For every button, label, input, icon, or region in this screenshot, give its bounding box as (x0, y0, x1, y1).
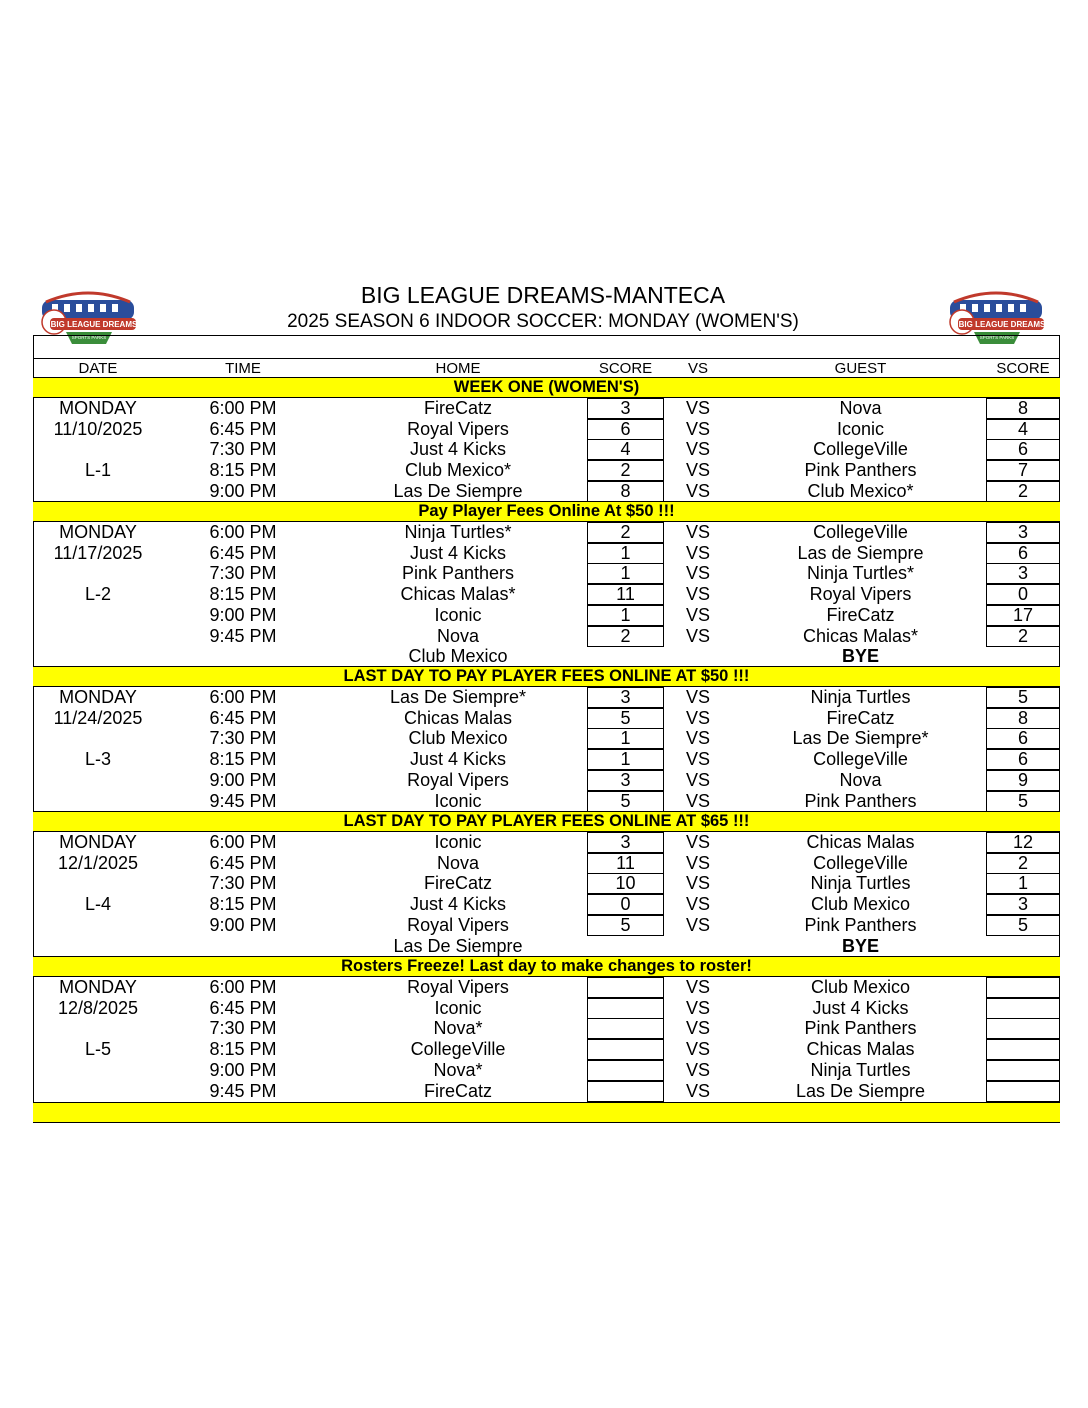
home-team: Las De Siempre* (389, 687, 527, 707)
game-time: 6:00 PM (209, 832, 277, 852)
day-label: MONDAY (59, 398, 137, 418)
vs-label: VS (685, 769, 710, 790)
guest-score-box: 8 (986, 708, 1060, 729)
game-time: 9:45 PM (209, 625, 277, 646)
home-score-box: 5 (587, 915, 664, 936)
home-score-box: 1 (587, 728, 664, 749)
home-score-box: 0 (587, 894, 664, 915)
week-band: LAST DAY TO PAY PLAYER FEES ONLINE AT $65 !!! (33, 811, 1060, 832)
column-header-row (33, 358, 1060, 378)
home-score-box: 4 (587, 439, 664, 460)
game-time: 6:00 PM (209, 687, 277, 707)
game-time: 6:45 PM (209, 997, 277, 1018)
vs-label: VS (685, 460, 710, 481)
vs-label: VS (685, 790, 710, 811)
game-row (33, 728, 1060, 749)
game-time: 6:45 PM (209, 418, 277, 439)
home-score-box: 1 (587, 543, 664, 564)
home-score-box: 6 (587, 419, 664, 440)
home-score-box (587, 1081, 664, 1102)
col-vs: VS (687, 360, 708, 377)
guest-score-box (986, 1060, 1060, 1081)
game-time: 7:30 PM (209, 1018, 277, 1039)
svg-text:SPORTS PARKS: SPORTS PARKS (71, 335, 107, 340)
vs-label: VS (685, 604, 710, 625)
vs-label: VS (685, 418, 710, 439)
guest-score-box: 1 (986, 873, 1060, 894)
guest-score-box: 3 (986, 563, 1060, 584)
game-time: 7:30 PM (209, 439, 277, 460)
vs-label: VS (685, 894, 710, 915)
home-team: Royal Vipers (407, 769, 509, 790)
guest-score-box: 2 (986, 481, 1060, 502)
game-time: 6:45 PM (209, 707, 277, 728)
home-team: Just 4 Kicks (409, 894, 507, 915)
guest-team: CollegeVille (813, 439, 908, 460)
game-time: 9:00 PM (209, 1059, 277, 1080)
home-team: Las De Siempre (393, 480, 523, 501)
game-row (33, 1060, 1060, 1081)
league-label: L-2 (84, 584, 111, 605)
guest-team: CollegeVille (813, 749, 908, 770)
guest-team: Iconic (836, 418, 885, 439)
guest-team: Ninja Turtles (810, 1059, 911, 1080)
game-row (33, 915, 1060, 936)
game-time: 9:00 PM (209, 769, 277, 790)
game-row (33, 1018, 1060, 1039)
vs-label: VS (685, 439, 710, 460)
home-team: Club Mexico (408, 728, 508, 749)
game-time: 8:15 PM (209, 894, 277, 915)
vs-label: VS (685, 749, 710, 770)
page-subtitle: 2025 SEASON 6 INDOOR SOCCER: MONDAY (WOMEN'S) (140, 311, 946, 336)
game-row (33, 853, 1060, 874)
vs-label: VS (685, 997, 710, 1018)
guest-team: CollegeVille (813, 852, 908, 873)
col-score-guest: SCORE (996, 360, 1050, 377)
vs-label: VS (685, 873, 710, 894)
col-score-home: SCORE (598, 360, 653, 377)
guest-score-box: 5 (986, 687, 1060, 708)
home-team: Iconic (434, 790, 482, 811)
bye-label: BYE (841, 646, 879, 667)
guest-team: Ninja Turtles (810, 873, 911, 894)
guest-score-box: 17 (986, 605, 1060, 626)
game-time: 8:15 PM (209, 584, 277, 605)
game-row (33, 687, 1060, 708)
date-label: 12/8/2025 (57, 997, 139, 1018)
guest-team: Las De Siempre (795, 1080, 926, 1101)
home-score-box: 2 (587, 626, 664, 647)
guest-score-box: 0 (986, 584, 1060, 605)
vs-label: VS (685, 707, 710, 728)
vs-label: VS (685, 542, 710, 563)
vs-label: VS (685, 480, 710, 501)
home-score-box: 10 (587, 873, 664, 894)
col-time: TIME (225, 360, 261, 377)
col-date: DATE (78, 360, 118, 377)
guest-score-box: 8 (986, 398, 1060, 419)
vs-label: VS (685, 398, 710, 418)
guest-team: Pink Panthers (804, 460, 917, 481)
day-label: MONDAY (59, 687, 137, 707)
guest-team: Club Mexico* (807, 480, 914, 501)
game-row (33, 873, 1060, 894)
date-label: 11/24/2025 (53, 707, 143, 728)
vs-label: VS (685, 914, 710, 935)
bye-row (33, 936, 1060, 957)
vs-label: VS (685, 687, 710, 707)
guest-score-box: 6 (986, 543, 1060, 564)
game-time: 9:00 PM (209, 480, 277, 501)
guest-score-box: 3 (986, 522, 1060, 543)
home-team: Nova (436, 625, 480, 646)
home-score-box: 2 (587, 460, 664, 481)
home-team: Pink Panthers (401, 563, 515, 584)
bye-team: Las De Siempre (393, 935, 523, 956)
home-score-box: 3 (587, 687, 664, 708)
vs-label: VS (685, 563, 710, 584)
home-score-box: 11 (587, 853, 664, 874)
home-team: Ninja Turtles* (404, 522, 512, 542)
vs-label: VS (685, 1018, 710, 1039)
vs-label: VS (685, 832, 710, 852)
week-band: WEEK ONE (WOMEN'S) (33, 377, 1060, 398)
guest-score-box: 9 (986, 770, 1060, 791)
game-time: 6:00 PM (209, 977, 277, 997)
league-label: L-5 (84, 1039, 111, 1060)
guest-score-box: 5 (986, 791, 1060, 812)
date-label: 12/1/2025 (57, 852, 139, 873)
home-team: Nova* (433, 1059, 483, 1080)
league-label: L-4 (84, 894, 111, 915)
svg-text:BIG LEAGUE DREAMS: BIG LEAGUE DREAMS (50, 320, 138, 329)
game-row (33, 1039, 1060, 1060)
home-team: FireCatz (423, 398, 492, 418)
bye-team: Club Mexico (408, 646, 508, 667)
home-team: Chicas Malas* (400, 584, 516, 605)
guest-team: Club Mexico (810, 977, 911, 997)
week-band: Rosters Freeze! Last day to make changes to roster! (33, 956, 1060, 977)
home-score-box (587, 1039, 664, 1060)
guest-team: Chicas Malas (806, 1039, 915, 1060)
home-score-box: 1 (587, 605, 664, 626)
game-time: 9:00 PM (209, 914, 277, 935)
game-row (33, 584, 1060, 605)
guest-score-box: 2 (986, 853, 1060, 874)
vs-label: VS (685, 625, 710, 646)
day-label: MONDAY (59, 522, 137, 542)
home-score-box (587, 1060, 664, 1081)
game-row (33, 1081, 1060, 1102)
game-time: 8:15 PM (209, 460, 277, 481)
home-score-box (587, 977, 664, 998)
guest-score-box: 7 (986, 460, 1060, 481)
home-score-box (587, 1018, 664, 1039)
game-row (33, 626, 1060, 647)
home-team: CollegeVille (410, 1039, 506, 1060)
home-team: Royal Vipers (407, 914, 509, 935)
home-score-box: 3 (587, 832, 664, 853)
game-row (33, 708, 1060, 729)
guest-score-box: 12 (986, 832, 1060, 853)
home-score-box: 3 (587, 770, 664, 791)
home-team: Club Mexico* (404, 460, 512, 481)
home-score-box: 5 (587, 791, 664, 812)
guest-score-box: 2 (986, 626, 1060, 647)
col-guest: GUEST (834, 360, 887, 377)
home-team: Nova (436, 852, 480, 873)
game-time: 7:30 PM (209, 873, 277, 894)
guest-team: Chicas Malas (806, 832, 915, 852)
col-home: HOME (435, 360, 481, 377)
guest-team: Pink Panthers (804, 1018, 917, 1039)
home-score-box: 1 (587, 749, 664, 770)
game-row (33, 439, 1060, 460)
game-time: 9:45 PM (209, 790, 277, 811)
guest-team: Las De Siempre* (792, 728, 929, 749)
home-team: FireCatz (423, 1080, 492, 1101)
guest-team: Nova (839, 769, 882, 790)
game-time: 9:00 PM (209, 604, 277, 625)
home-score-box (587, 998, 664, 1019)
game-row (33, 791, 1060, 812)
svg-text:SPORTS PARKS: SPORTS PARKS (979, 335, 1015, 340)
game-row (33, 522, 1060, 543)
home-team: Just 4 Kicks (409, 542, 507, 563)
home-team: Just 4 Kicks (409, 749, 507, 770)
home-team: Iconic (434, 604, 482, 625)
guest-team: FireCatz (826, 604, 895, 625)
week-band: LAST DAY TO PAY PLAYER FEES ONLINE AT $50 !!! (33, 666, 1060, 687)
vs-label: VS (685, 977, 710, 997)
game-time: 6:00 PM (209, 398, 277, 418)
date-label: 11/17/2025 (53, 542, 143, 563)
vs-label: VS (685, 584, 710, 605)
game-time: 7:30 PM (209, 728, 277, 749)
game-time: 8:15 PM (209, 1039, 277, 1060)
home-score-box: 5 (587, 708, 664, 729)
game-time: 9:45 PM (209, 1080, 277, 1101)
game-row (33, 977, 1060, 998)
bye-row (33, 646, 1060, 667)
guest-team: Pink Panthers (804, 790, 917, 811)
home-score-box: 8 (587, 481, 664, 502)
home-score-box: 3 (587, 398, 664, 419)
game-time: 6:45 PM (209, 852, 277, 873)
vs-label: VS (685, 852, 710, 873)
guest-team: FireCatz (826, 707, 895, 728)
guest-score-box (986, 1018, 1060, 1039)
vs-label: VS (685, 728, 710, 749)
home-team: Royal Vipers (407, 418, 509, 439)
league-label: L-1 (84, 460, 111, 481)
game-row (33, 563, 1060, 584)
game-row (33, 998, 1060, 1019)
vs-label: VS (685, 1080, 710, 1101)
guest-score-box: 6 (986, 439, 1060, 460)
vs-label: VS (685, 522, 710, 542)
day-label: MONDAY (59, 832, 137, 852)
day-label: MONDAY (59, 977, 137, 997)
vs-label: VS (685, 1059, 710, 1080)
game-row (33, 894, 1060, 915)
end-band (33, 1102, 1060, 1123)
home-team: Chicas Malas (403, 707, 513, 728)
guest-score-box: 5 (986, 915, 1060, 936)
home-team: Iconic (434, 997, 482, 1018)
guest-team: Pink Panthers (804, 914, 917, 935)
guest-team: Chicas Malas* (802, 625, 919, 646)
game-row (33, 419, 1060, 440)
home-score-box: 1 (587, 563, 664, 584)
date-label: 11/10/2025 (53, 418, 143, 439)
game-row (33, 481, 1060, 502)
guest-score-box (986, 998, 1060, 1019)
bye-label: BYE (841, 935, 879, 956)
home-score-box: 11 (587, 584, 664, 605)
guest-team: Royal Vipers (809, 584, 912, 605)
guest-team: Nova (839, 398, 882, 418)
game-row (33, 832, 1060, 853)
game-time: 8:15 PM (209, 749, 277, 770)
league-label: L-3 (84, 749, 111, 770)
week-band: Pay Player Fees Online At $50 !!! (33, 501, 1060, 522)
guest-team: Just 4 Kicks (812, 997, 909, 1018)
game-row (33, 749, 1060, 770)
game-row (33, 770, 1060, 791)
home-team: Iconic (434, 832, 482, 852)
game-time: 6:45 PM (209, 542, 277, 563)
game-row (33, 543, 1060, 564)
home-team: Just 4 Kicks (409, 439, 507, 460)
guest-team: Las de Siempre (797, 542, 924, 563)
guest-team: Ninja Turtles* (806, 563, 915, 584)
home-team: FireCatz (423, 873, 492, 894)
game-row (33, 460, 1060, 481)
guest-score-box: 6 (986, 749, 1060, 770)
vs-label: VS (685, 1039, 710, 1060)
game-time: 7:30 PM (209, 563, 277, 584)
guest-score-box: 3 (986, 894, 1060, 915)
home-score-box: 2 (587, 522, 664, 543)
home-team: Royal Vipers (407, 977, 509, 997)
game-row (33, 398, 1060, 419)
game-time: 6:00 PM (209, 522, 277, 542)
guest-team: CollegeVille (813, 522, 908, 542)
game-row (33, 605, 1060, 626)
page-title: BIG LEAGUE DREAMS-MANTECA (360, 282, 726, 308)
guest-score-box: 6 (986, 728, 1060, 749)
home-team: Nova* (433, 1018, 483, 1039)
guest-score-box: 4 (986, 419, 1060, 440)
guest-score-box (986, 1039, 1060, 1060)
guest-team: Club Mexico (810, 894, 911, 915)
guest-team: Ninja Turtles (810, 687, 911, 707)
guest-score-box (986, 977, 1060, 998)
guest-score-box (986, 1081, 1060, 1102)
svg-text:BIG LEAGUE DREAMS: BIG LEAGUE DREAMS (958, 320, 1046, 329)
